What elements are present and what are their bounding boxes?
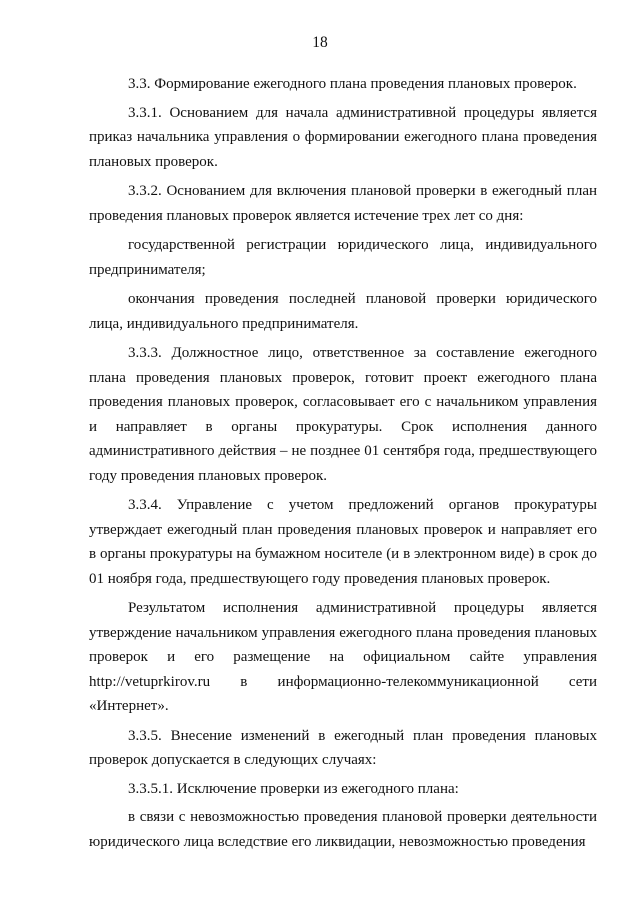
list-item-last-inspection: окончания проведения последней плановой проверки юридического лица, индивидуального предпринимателя. [89,291,597,332]
paragraph-3-3-1: 3.3.1. Основанием для начала административной процедуры является приказ начальника управления о формировании ежегодного плана проведения плановых проверок. [89,104,597,170]
paragraph-3-3-2: 3.3.2. Основанием для включения плановой проверки в ежегодный план проведения плановых проверок является истечение трех лет со дня: [89,183,597,224]
document-body [89,72,597,854]
list-item-state-registration: государственной регистрации юридического лица, индивидуального предпринимателя; [89,237,597,278]
paragraph-3-3-5-1: 3.3.5.1. Исключение проверки из ежегодного плана: [128,780,459,797]
paragraph-3-3-4: 3.3.4. Управление с учетом предложений органов прокуратуры утверждает ежегодный план проведения плановых проверок и направляет его в органы прокуратуры на бумажном носителе (и в электронном виде) в срок до 01 ноября года, предшествующего году проведения плановых проверок. [89,497,597,587]
section-heading-3-3: 3.3. Формирование ежегодного плана проведения плановых проверок. [128,76,577,92]
paragraph-3-3-5: 3.3.5. Внесение изменений в ежегодный план проведения плановых проверок допускается в следующих случаях: [89,727,597,768]
paragraph-exclusion-reason: в связи с невозможностью проведения плановой проверки деятельности юридического лица вследствие его ликвидации, невозможностью проведения [89,809,597,850]
paragraph-result: Результатом исполнения административной процедуры является утверждение начальником управления ежегодного плана проведения плановых проверок и его размещение на официальном сайте управления http://vetuprkirov.ru в информационно-телекоммуникационной сети «Интернет». [89,600,597,714]
paragraph-3-3-3: 3.3.3. Должностное лицо, ответственное за составление ежегодного плана проведения плановых проверок, готовит проект ежегодного плана проведения плановых проверок, согласовывает его с начальником управления и направляет в органы прокуратуры. Срок исполнения данного административного действия – не позднее 01 сентября года, предшествующего году проведения плановых проверок. [89,345,597,484]
page-number: 18 [312,34,328,51]
